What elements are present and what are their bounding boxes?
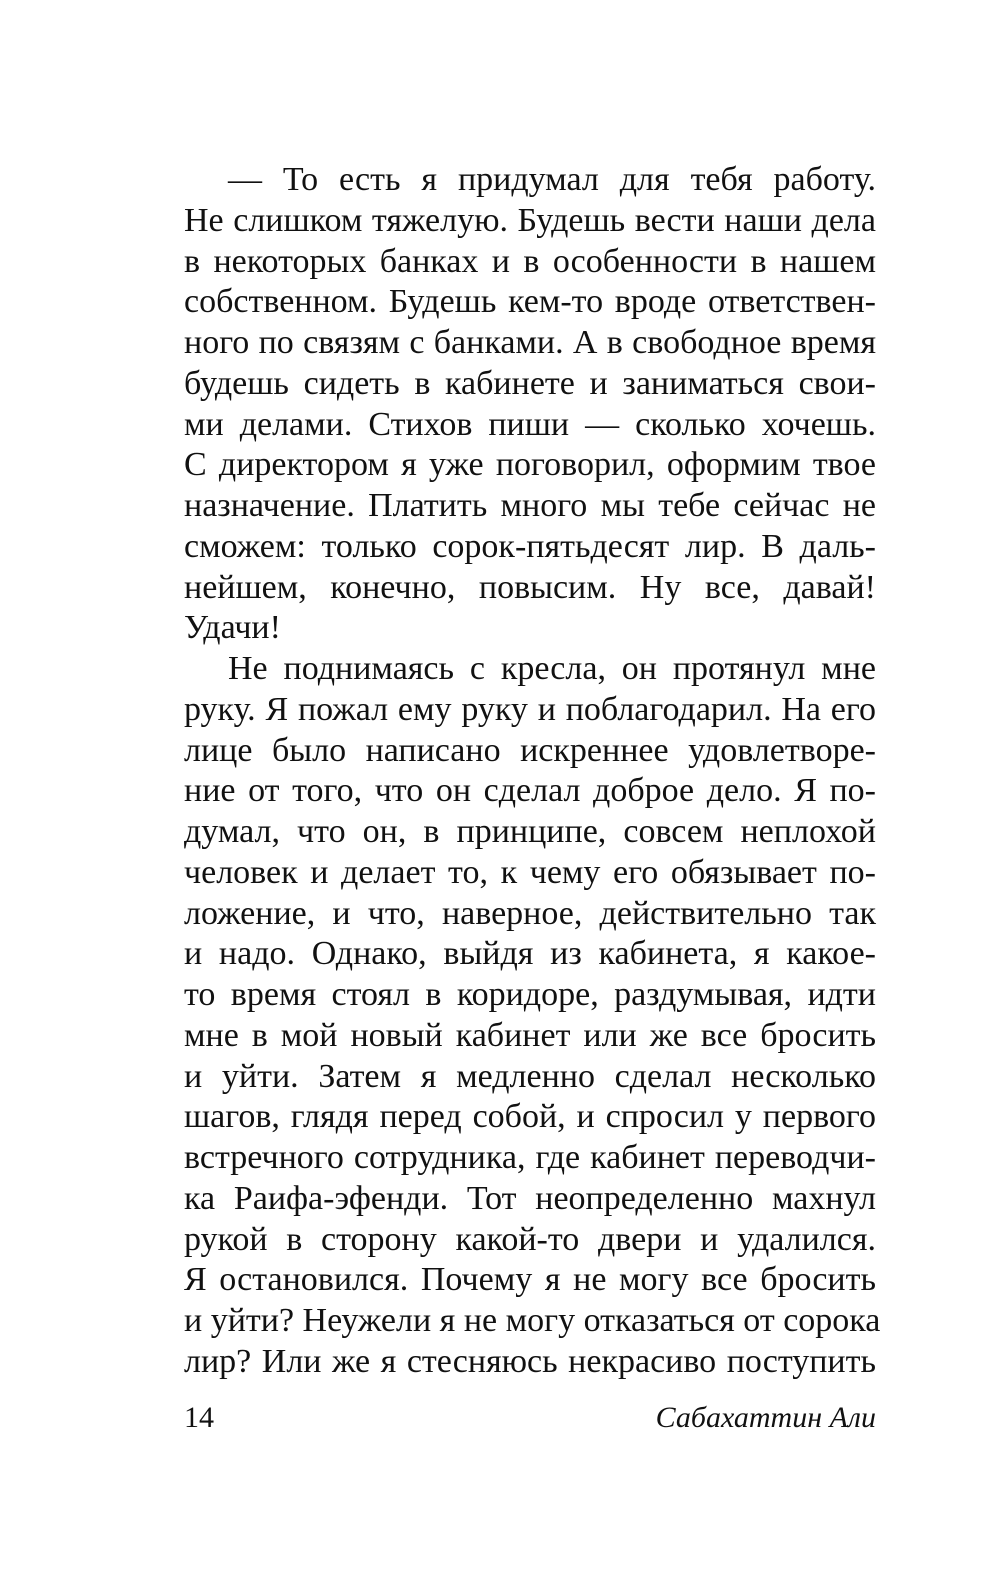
text-line: собственном. Будешь кем-то вроде ответствен- bbox=[184, 283, 876, 321]
text-line: мне в мой новый кабинет или же все бросить bbox=[184, 1016, 876, 1054]
page-footer bbox=[184, 1398, 876, 1438]
text-line: Не слишком тяжелую. Будешь вести наши дела bbox=[184, 201, 876, 239]
text-line: Не поднимаясь с кресла, он протянул мне bbox=[228, 650, 876, 687]
text-line: лице было написано искреннее удовлетворе- bbox=[184, 731, 876, 769]
paragraph bbox=[184, 160, 876, 649]
page-text bbox=[184, 160, 881, 1383]
text-line: ка Раифа-эфенди. Тот неопределенно махнул bbox=[184, 1179, 876, 1217]
running-footer-author: Сабахаттин Али bbox=[655, 1401, 876, 1434]
text-line: и надо. Однако, выйдя из кабинета, я какое- bbox=[184, 935, 876, 973]
text-line: то время стоял в коридоре, раздумывая, идти bbox=[184, 976, 876, 1013]
text-line: ми делами. Стихов пиши — сколько хочешь. bbox=[184, 405, 876, 443]
text-line: назначение. Платить много мы тебе сейчас не bbox=[184, 487, 876, 524]
text-line: сможем: только сорок-пятьдесят лир. В даль- bbox=[184, 527, 876, 565]
text-line: в некоторых банках и в особенности в нашем bbox=[184, 242, 876, 280]
text-line: нейшем, конечно, повысим. Ну все, давай! bbox=[184, 568, 876, 606]
text-line: ного по связям с банками. А в свободное время bbox=[184, 324, 876, 361]
text-line: ние от того, что он сделал доброе дело. Я по- bbox=[184, 772, 876, 810]
text-line: шагов, глядя перед собой, и спросил у первого bbox=[184, 1098, 876, 1136]
paragraph bbox=[184, 649, 881, 1383]
text-line: руку. Я пожал ему руку и поблагодарил. На его bbox=[184, 690, 876, 728]
text-line: Удачи! bbox=[184, 609, 281, 647]
text-line: встречного сотрудника, где кабинет переводчи- bbox=[184, 1139, 876, 1176]
text-line: и уйти. Затем я медленно сделал несколько bbox=[184, 1057, 876, 1095]
text-line: ложение, и что, наверное, действительно так bbox=[184, 894, 876, 932]
text-line: С директором я уже поговорил, оформим твое bbox=[184, 446, 876, 484]
text-line: рукой в сторону какой-то двери и удалился. bbox=[184, 1220, 876, 1258]
text-line: будешь сидеть в кабинете и заниматься свои- bbox=[184, 364, 876, 402]
text-line: думал, что он, в принципе, совсем неплохой bbox=[184, 813, 876, 850]
text-line: и уйти? Неужели я не могу отказаться от сорока bbox=[184, 1302, 881, 1339]
text-line: лир? Или же я стесняюсь некрасиво поступить bbox=[184, 1342, 876, 1380]
page-number: 14 bbox=[184, 1401, 214, 1434]
text-line: Я остановился. Почему я не могу все бросить bbox=[184, 1261, 876, 1299]
text-line: — То есть я придумал для тебя работу. bbox=[228, 161, 876, 198]
text-line: человек и делает то, к чему его обязывает по- bbox=[184, 853, 876, 891]
